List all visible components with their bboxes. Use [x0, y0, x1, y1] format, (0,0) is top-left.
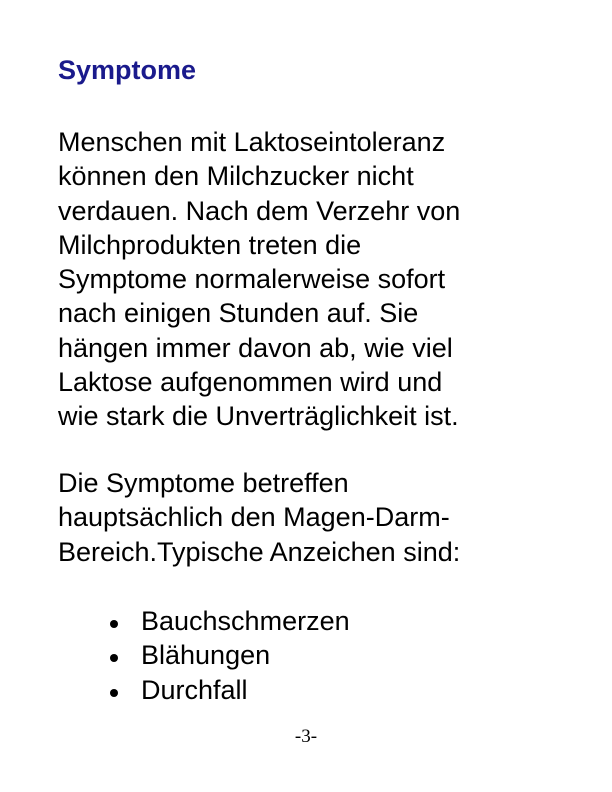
paragraph-line: hängen immer davon ab, wie viel — [58, 332, 453, 363]
symptoms-paragraph — [58, 466, 460, 569]
paragraph-line: verdauen. Nach dem Verzehr von — [58, 195, 461, 226]
list-item-label: Blähungen — [141, 640, 271, 671]
paragraph-line: hauptsächlich den Magen-Darm- — [58, 502, 450, 533]
list-item-label: Bauchschmerzen — [141, 606, 350, 636]
list-item-label: Durchfall — [141, 674, 248, 705]
paragraph-line: können den Milchzucker nicht — [58, 161, 414, 192]
page-number: -3- — [294, 726, 318, 747]
paragraph-line: Die Symptome betreffen — [58, 468, 349, 498]
paragraph-line: Bereich.Typische Anzeichen sind: — [58, 536, 461, 567]
intro-paragraph — [58, 125, 460, 434]
paragraph-line: wie stark die Unverträglichkeit ist. — [58, 401, 459, 432]
paragraph-line: Laktose aufgenommen wird und — [58, 367, 443, 398]
paragraph-line: Milchprodukten treten die — [58, 229, 362, 260]
paragraph-line: nach einigen Stunden auf. Sie — [58, 298, 419, 329]
bullet-icon — [110, 620, 118, 628]
section-heading: Symptome — [58, 55, 197, 85]
bullet-icon — [110, 689, 118, 697]
paragraph-line: Symptome normalerweise sofort — [58, 264, 446, 295]
paragraph-line: Menschen mit Laktoseintoleranz — [58, 127, 446, 157]
bullet-icon — [110, 654, 118, 662]
